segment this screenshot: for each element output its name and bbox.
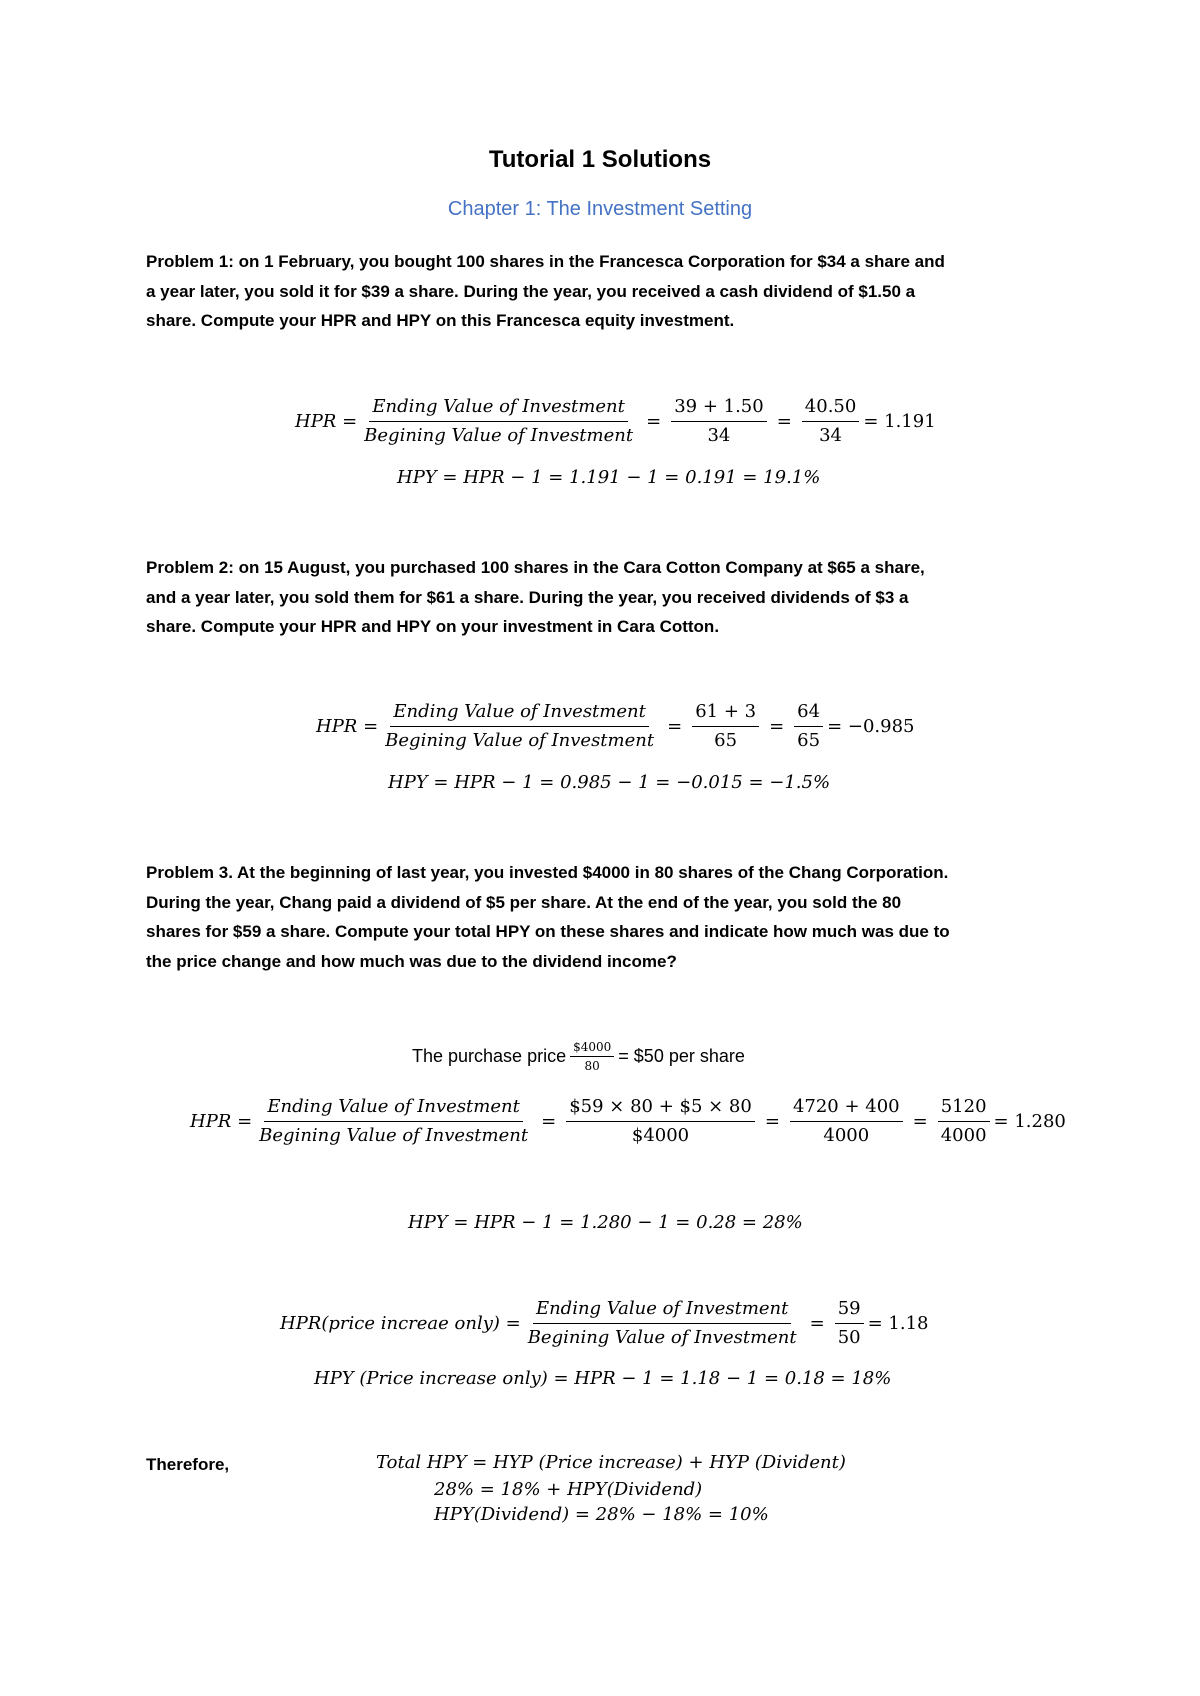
hpr-lhs: HPR =: [190, 1111, 253, 1132]
problem-2-line: Problem 2: on 15 August, you purchased 100 shares in the Cara Cotton Company at $65 a share,: [146, 558, 925, 577]
problem-3-line: shares for $59 a share. Compute your total HPY on these shares and indicate how much was due to: [146, 922, 950, 941]
fraction-denominator: Begining Value of Investment: [259, 1125, 529, 1146]
problem-2-text: [146, 553, 1066, 642]
purchase-price-equation: The purchase price $\frac{\$4000}{80}$ = $50 per share: [412, 1040, 745, 1073]
problem-1-line: share. Compute your HPR and HPY on this Francesca equity investment.: [146, 311, 735, 330]
hpy-price-only-equation: HPY (Price increase only) = HPR − 1 = 1.18 − 1 = 0.18 = 18%: [314, 1368, 892, 1389]
numeric-fraction: $\frac{39 + 1.50}{34}$: [671, 395, 767, 448]
numeric-fraction: $\frac{64}{65}$: [794, 700, 823, 753]
numeric-fraction: $\frac{4720 + 400}{4000}$: [790, 1095, 903, 1148]
numeric-fraction: $\frac{61 + 3}{65}$: [692, 700, 759, 753]
fraction-numerator: Ending Value of Investment: [264, 1095, 522, 1122]
problem-3-hpr-equation: HPR = $\frac{\text{Ending Value of Investment}}{\text{Begining Value of Investment}}$ = $\frac{\$59 \times 80 + \$5 \times 80}{\$4000}$ = $\frac{4720 + 400}{4000}$ = $\frac{5120}{4000}$ = 1.280: [190, 1096, 1066, 1146]
problem-3-hpy-equation: HPY = HPR − 1 = 1.280 − 1 = 0.28 = 28%: [408, 1212, 803, 1233]
problem-3-line: the price change and how much was due to the dividend income?: [146, 951, 677, 971]
problem-2-line: and a year later, you sold them for $61 a share. During the year, you received dividends of $3 a: [146, 587, 909, 607]
chapter-heading: Chapter 1: The Investment Setting: [447, 198, 753, 220]
fraction-denominator: Begining Value of Investment: [385, 730, 655, 751]
problem-2-line: share. Compute your HPR and HPY on your investment in Cara Cotton.: [146, 617, 720, 636]
value-fraction: [361, 395, 636, 448]
value-fraction: [256, 1095, 531, 1148]
problem-1-hpy-equation: HPY = HPR − 1 = 1.191 − 1 = 0.191 = 19.1%: [397, 467, 821, 488]
problem-1-line: a year later, you sold it for $39 a share. During the year, you received a cash dividend of $1.50 a: [146, 281, 916, 301]
hpr-price-only-equation: HPR(price increae only) = $\frac{\text{Ending Value of Investment}}{\text{Begining Value of Investment}}$ = $\frac{59}{50}$ = 1.18: [280, 1298, 929, 1348]
problem-1-line: Problem 1: on 1 February, you bought 100 shares in the Francesca Corporation for $34 a share and: [146, 252, 945, 271]
numeric-fraction: $\frac{59}{50}$: [835, 1297, 864, 1350]
purchase-fraction: $\frac{\$4000}{80}$: [570, 1040, 614, 1073]
problem-2-hpy-equation: HPY = HPR − 1 = 0.985 − 1 = −0.015 = −1.5%: [388, 772, 831, 793]
problem-1-text: [146, 247, 1066, 336]
problem-2-hpr-equation: HPR = $\frac{\text{Ending Value of Investment}}{\text{Begining Value of Investment}}$ = $\frac{61 + 3}{65}$ = $\frac{64}{65}$ = −0.985: [316, 701, 915, 751]
total-hpy-equation: Total HPY = HYP (Price increase) + HYP (Divident): [376, 1452, 846, 1473]
dividend-equation-a: 28% = 18% + HPY(Dividend): [434, 1479, 703, 1500]
fraction-denominator: Begining Value of Investment: [364, 425, 634, 446]
hpr-result: = −0.985: [827, 716, 915, 737]
fraction-numerator: Ending Value of Investment: [390, 700, 648, 727]
fraction-numerator: Ending Value of Investment: [369, 395, 627, 422]
document-title: Tutorial 1 Solutions: [488, 146, 712, 173]
hpr-result: = 1.280: [993, 1111, 1066, 1132]
hpr-result: = 1.191: [863, 411, 936, 432]
numeric-fraction: $\frac{\$59 \times 80 + \$5 \times 80}{\$4000}$: [566, 1095, 755, 1148]
problem-3-line: Problem 3. At the beginning of last year, you invested $4000 in 80 shares of the Chang Corporation.: [146, 863, 949, 882]
problem-3-text: [146, 858, 1066, 976]
value-fraction: [382, 700, 657, 753]
therefore-label: Therefore,: [146, 1455, 230, 1474]
numeric-fraction: $\frac{40.50}{34}$: [802, 395, 860, 448]
value-fraction: $\frac{\text{Ending Value of Investment}}{\text{Begining Value of Investment}}$: [527, 1298, 797, 1348]
hpr-lhs: HPR =: [295, 411, 358, 432]
numeric-fraction: $\frac{5120}{4000}$: [938, 1095, 990, 1148]
problem-3-line: During the year, Chang paid a dividend of $5 per share. At the end of the year, you sold the 80: [146, 892, 902, 912]
hpr-lhs: HPR =: [316, 716, 379, 737]
problem-1-hpr-equation: HPR = $\frac{\text{Ending Value of Investment}}{\text{Begining Value of Investment}}$ = $\frac{39 + 1.50}{34}$ = $\frac{40.50}{34}$ = 1.191: [295, 396, 936, 446]
dividend-equation-b: HPY(Dividend) = 28% − 18% = 10%: [434, 1504, 769, 1525]
